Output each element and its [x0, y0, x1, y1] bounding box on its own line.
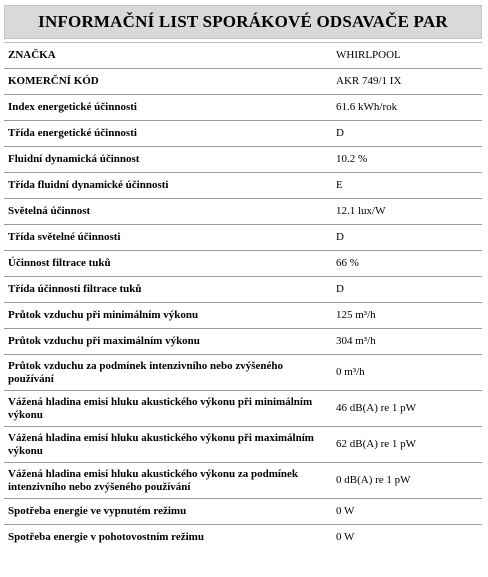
row-label: ZNAČKA: [4, 43, 328, 69]
row-value: D: [328, 225, 482, 251]
table-row: [4, 251, 482, 277]
row-value: 0 dB(A) re 1 pW: [328, 463, 482, 499]
row-label: Vážená hladina emisí hluku akustického výkonu při minimálním výkonu: [4, 391, 328, 427]
row-value: 0 m³/h: [328, 355, 482, 391]
row-label: Průtok vzduchu za podmínek intenzivního nebo zvýšeného používání: [4, 355, 328, 391]
row-value: 66 %: [328, 251, 482, 277]
row-value: 62 dB(A) re 1 pW: [328, 427, 482, 463]
row-label: Účinnost filtrace tuků: [4, 251, 328, 277]
row-value: 12.1 lux/W: [328, 199, 482, 225]
row-label: KOMERČNÍ KÓD: [4, 69, 328, 95]
row-label: Světelná účinnost: [4, 199, 328, 225]
table-row: [4, 463, 482, 499]
fiche-title: INFORMAČNÍ LIST SPORÁKOVÉ ODSAVAČE PAR: [4, 5, 482, 39]
table-row: [4, 147, 482, 173]
row-label: Třída účinnosti filtrace tuků: [4, 277, 328, 303]
table-row: [4, 525, 482, 551]
row-value: 0 W: [328, 525, 482, 551]
row-value: 46 dB(A) re 1 pW: [328, 391, 482, 427]
table-row: [4, 173, 482, 199]
row-value: 0 W: [328, 499, 482, 525]
row-label: Spotřeba energie v pohotovostním režimu: [4, 525, 328, 551]
table-row: [4, 95, 482, 121]
table-row: [4, 199, 482, 225]
row-label: Vážená hladina emisí hluku akustického výkonu při maximálním výkonu: [4, 427, 328, 463]
row-value: 10.2 %: [328, 147, 482, 173]
table-row: [4, 277, 482, 303]
row-label: Třída fluidní dynamické účinnosti: [4, 173, 328, 199]
table-row: [4, 225, 482, 251]
row-value: D: [328, 121, 482, 147]
row-value: 304 m³/h: [328, 329, 482, 355]
row-label: Index energetické účinnosti: [4, 95, 328, 121]
row-label: Spotřeba energie ve vypnutém režimu: [4, 499, 328, 525]
fiche-table: [4, 42, 482, 550]
table-row: [4, 303, 482, 329]
row-label: Třída světelné účinnosti: [4, 225, 328, 251]
table-row: [4, 355, 482, 391]
table-row: [4, 499, 482, 525]
row-label: Vážená hladina emisí hluku akustického výkonu za podmínek intenzivního nebo zvýšeného používání: [4, 463, 328, 499]
row-value: E: [328, 173, 482, 199]
table-row: [4, 121, 482, 147]
row-value: 125 m³/h: [328, 303, 482, 329]
row-label: Průtok vzduchu při minimálním výkonu: [4, 303, 328, 329]
row-value: AKR 749/1 IX: [328, 69, 482, 95]
table-row: [4, 43, 482, 69]
row-label: Průtok vzduchu při maximálním výkonu: [4, 329, 328, 355]
row-value: 61.6 kWh/rok: [328, 95, 482, 121]
row-value: D: [328, 277, 482, 303]
table-row: [4, 329, 482, 355]
row-label: Třída energetické účinnosti: [4, 121, 328, 147]
table-row: [4, 391, 482, 427]
row-label: Fluidní dynamická účinnost: [4, 147, 328, 173]
table-row: [4, 69, 482, 95]
row-value: WHIRLPOOL: [328, 43, 482, 69]
product-fiche: [4, 5, 482, 573]
table-row: [4, 427, 482, 463]
